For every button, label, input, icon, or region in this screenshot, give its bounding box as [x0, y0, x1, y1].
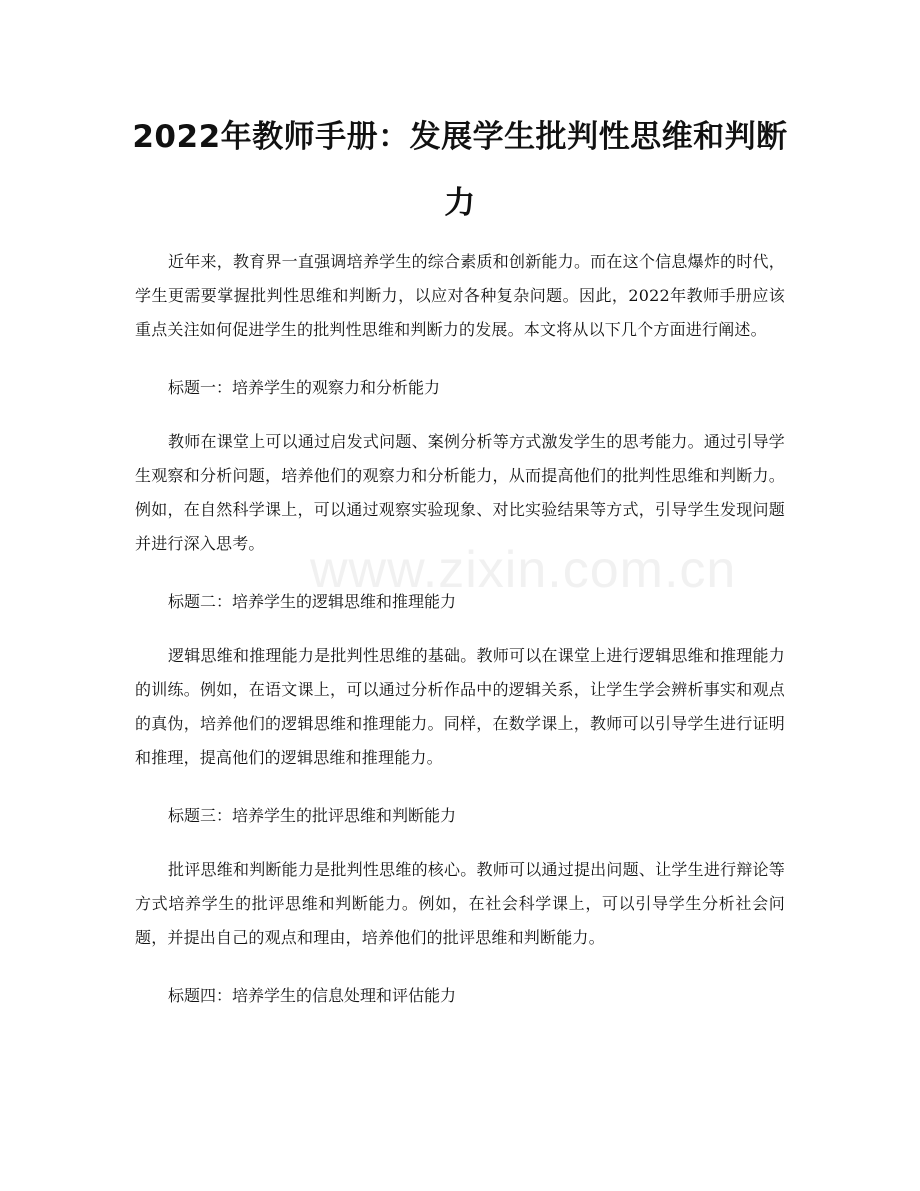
section-heading-1: 标题一：培养学生的观察力和分析能力: [168, 378, 441, 397]
section-heading-3: 标题三：培养学生的批评思维和判断能力: [168, 806, 457, 825]
section-heading-4: 标题四：培养学生的信息处理和评估能力: [168, 986, 457, 1005]
section-paragraph-3: 批评思维和判断能力是批判性思维的核心。教师可以通过提出问题、让学生进行辩论等方式培养学生的批评思维和判断能力。例如，在社会科学课上，可以引导学生分析社会问题，并提出自己的观点和理由，培养他们的批评思维和判断能力。: [135, 860, 785, 947]
section-heading-2: 标题二：培养学生的逻辑思维和推理能力: [168, 592, 457, 611]
section-paragraph-1: 教师在课堂上可以通过启发式问题、案例分析等方式激发学生的思考能力。通过引导学生观察和分析问题，培养他们的观察力和分析能力，从而提高他们的批判性思维和判断力。例如，在自然科学课上，可以通过观察实验现象、对比实验结果等方式，引导学生发现问题并进行深入思考。: [135, 432, 785, 553]
document-body: [135, 245, 785, 1033]
section-paragraph-2: 逻辑思维和推理能力是批判性思维的基础。教师可以在课堂上进行逻辑思维和推理能力的训练。例如，在语文课上，可以通过分析作品中的逻辑关系，让学生学会辨析事实和观点的真伪，培养他们的逻辑思维和推理能力。同样，在数学课上，教师可以引导学生进行证明和推理，提高他们的逻辑思维和推理能力。: [135, 646, 785, 767]
document-title: 2022年教师手册：发展学生批判性思维和判断力: [132, 119, 788, 221]
watermark: www.zixin.com.cn: [310, 541, 737, 599]
intro-paragraph: 近年来，教育界一直强调培养学生的综合素质和创新能力。而在这个信息爆炸的时代，学生更需要掌握批判性思维和判断力，以应对各种复杂问题。因此，2022年教师手册应该重点关注如何促进学生的批判性思维和判断力的发展。本文将从以下几个方面进行阐述。: [135, 252, 785, 339]
